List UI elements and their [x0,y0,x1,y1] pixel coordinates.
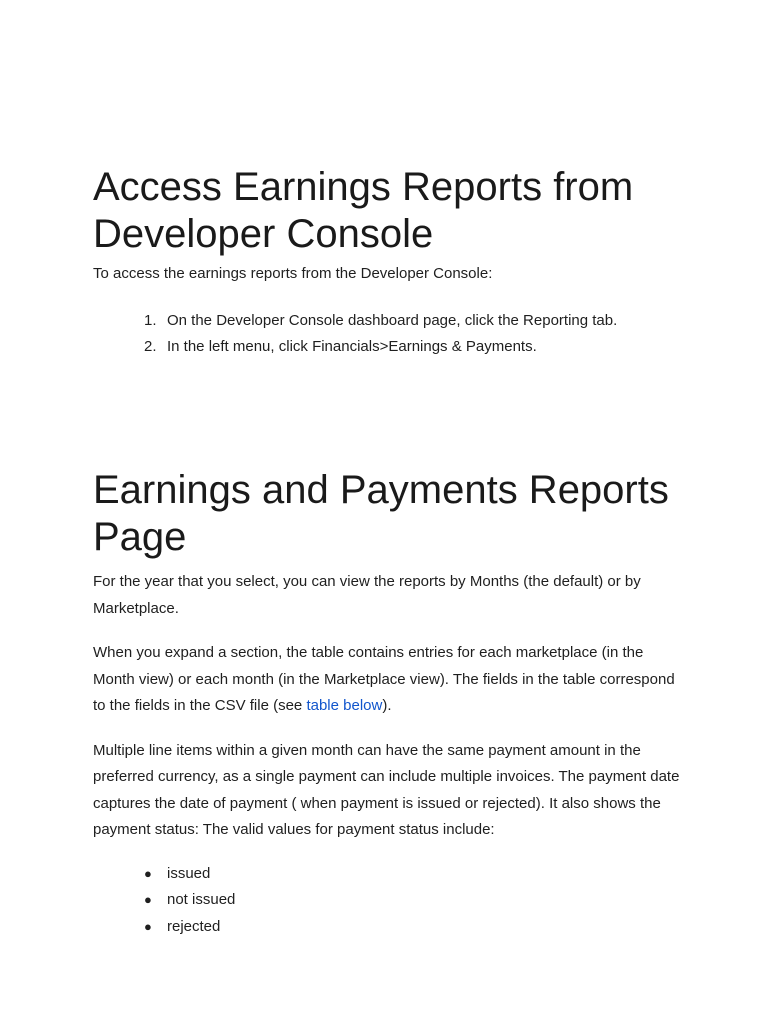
status-text: not issued [167,891,236,908]
status-list [93,861,683,941]
heading-access-earnings: Access Earnings Reports from Developer Console [93,165,634,256]
paragraph-view-options: For the year that you select, you can view the reports by Months (the default) or by Marketplace. [93,573,641,617]
paragraph-payment-status: Multiple line items within a given month can have the same payment amount in the preferred currency, as a single payment can include multiple invoices. The payment date captures the date of payment ( when payment is issued or rejected). It also shows the payment status: The valid values for payment status include: [93,741,680,838]
bullet-icon: ● [144,918,152,934]
list-item [93,334,683,360]
paragraph-text: ). [382,697,392,714]
bullet-icon: ● [144,892,152,907]
step-text: On the Developer Console dashboard page, click the Reporting tab. [167,311,618,329]
intro-paragraph: To access the earnings reports from the Developer Console: [93,265,493,282]
section-earnings-payments-page [93,467,683,940]
paragraph-text: When you expand a section, the table contains entries for each marketplace (in the Month view) or each month (in the Marketplace view). The fields in the table correspond to the fields in the CSV file (see [93,644,675,714]
bullet-icon: ● [144,865,152,881]
list-item [93,887,683,914]
list-item [93,308,683,334]
step-number: 2. [144,337,157,355]
section-access-earnings [93,164,683,360]
heading-earnings-payments: Earnings and Payments Reports Page [93,468,669,559]
paragraph-expand-section [93,640,683,720]
list-item [93,861,683,888]
list-item [93,914,683,941]
status-text: issued [167,864,211,882]
step-number: 1. [144,311,157,329]
table-below-link[interactable]: table below [306,697,383,714]
step-text: In the left menu, click Financials>Earnings & Payments. [167,337,537,355]
status-text: rejected [167,917,221,935]
steps-list [93,308,683,360]
